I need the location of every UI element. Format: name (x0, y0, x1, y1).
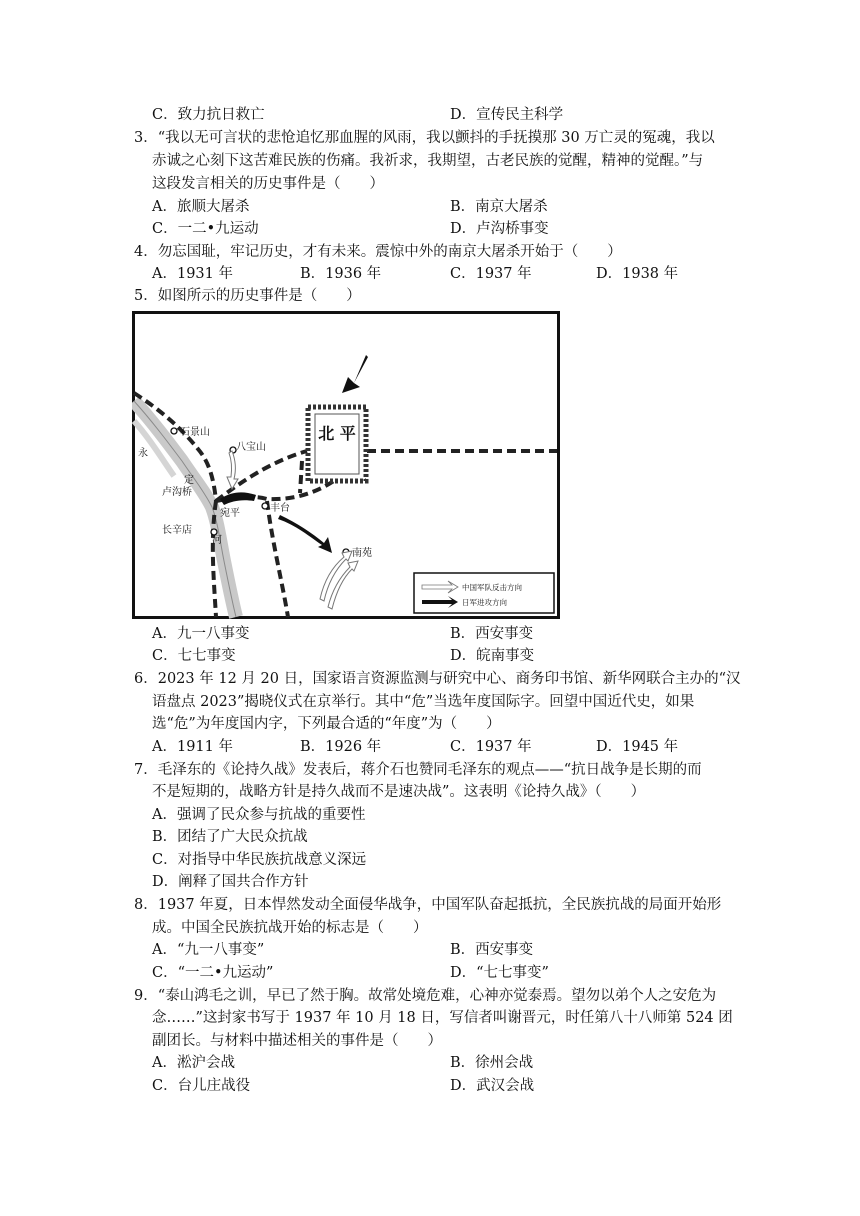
q8-stem-line1: 8．1937 年夏，日本悍然发动全面侵华战争，中国军队奋起抵抗，全民族抗战的局面开始形 (134, 897, 722, 913)
map-legend (414, 573, 554, 613)
q2-option-c[interactable]: C．致力抗日救亡 (152, 107, 265, 123)
map-label-wanping: 宛平 (220, 508, 240, 519)
q6-option-c[interactable]: C．1937 年 (450, 739, 532, 755)
q7-option-c[interactable]: C．对指导中华民族抗战意义深远 (152, 852, 367, 868)
q3-option-d[interactable]: D．卢沟桥事变 (450, 221, 549, 237)
q4-option-a[interactable]: A．1931 年 (152, 266, 233, 282)
q4-stem-line1: 4．勿忘国耻，牢记历史，才有未来。震惊中外的南京大屠杀开始于（ ） (134, 244, 622, 260)
map-label-babaoshan: 八宝山 (236, 442, 266, 453)
q4-option-c[interactable]: C．1937 年 (450, 266, 532, 282)
map-label-nanyuan: 南苑 (352, 548, 372, 559)
legend-china-label: 中国军队反击方向 (462, 583, 522, 592)
q6-stem-line2: 语盘点 2023”揭晓仪式在京举行。其中“危”当选年度国际字。回望中国近代史，如果 (152, 694, 695, 710)
q3-stem-line2: 赤诚之心刻下这苦难民族的伤痛。我祈求，我期望，古老民族的觉醒，精神的觉醒。”与 (152, 153, 704, 169)
q4-option-b[interactable]: B．1936 年 (300, 266, 382, 282)
q5-option-b[interactable]: B．西安事变 (450, 626, 534, 642)
q5-stem-line1: 5．如图所示的历史事件是（ ） (134, 288, 361, 304)
q3-stem-line1: 3．“我以无可言状的悲怆追忆那血腥的风雨，我以颤抖的手抚摸那 30 万亡灵的冤魂，我以 (134, 130, 715, 146)
map-label-river-yong: 永 (138, 448, 148, 459)
q9-option-a[interactable]: A．淞沪会战 (152, 1055, 235, 1071)
map-label-river-ding: 定 (184, 475, 194, 486)
q3-option-c[interactable]: C．一二•九运动 (152, 221, 259, 237)
q3-stem-line3: 这段发言相关的历史事件是（ ） (152, 176, 384, 192)
q8-option-d[interactable]: D．“七七事变” (450, 965, 549, 981)
q4-option-d[interactable]: D．1938 年 (596, 266, 679, 282)
q7-option-a[interactable]: A．强调了民众参与抗战的重要性 (152, 807, 366, 823)
q7-stem-line1: 7．毛泽东的《论持久战》发表后，蒋介石也赞同毛泽东的观点——“抗日战争是长期的而 (134, 762, 702, 778)
q8-option-b[interactable]: B．西安事变 (450, 942, 534, 958)
q9-option-d[interactable]: D．武汉会战 (450, 1078, 535, 1094)
q6-option-b[interactable]: B．1926 年 (300, 739, 382, 755)
q5-option-d[interactable]: D．皖南事变 (450, 648, 535, 664)
map-label-beiping: 北 平 (318, 424, 356, 443)
q6-option-d[interactable]: D．1945 年 (596, 739, 679, 755)
q6-option-a[interactable]: A．1911 年 (152, 739, 233, 755)
q6-stem-line1: 6．2023 年 12 月 20 日，国家语言资源监测与研究中心、商务印书馆、新华网联合主办的“汉 (134, 671, 741, 687)
q5-option-c[interactable]: C．七七事变 (152, 648, 236, 664)
map-label-fengtai: 丰台 (270, 503, 290, 514)
q7-option-d[interactable]: D．阐释了国共合作方针 (152, 874, 309, 890)
q9-stem-line3: 副团长。与材料中描述相关的事件是（ ） (152, 1033, 442, 1049)
map-label-river-he: 河 (212, 535, 222, 546)
q8-option-a[interactable]: A．“九一八事变” (152, 942, 265, 958)
map-label-lugouqiao: 卢沟桥 (162, 487, 192, 498)
q6-stem-line3: 选“危”为年度国内字，下列最合适的“年度”为（ ） (152, 716, 501, 732)
map-label-shijingshan: 石景山 (180, 427, 210, 438)
legend-japan-label: 日军进攻方向 (462, 598, 507, 607)
map-label-changxindian: 长辛店 (162, 525, 192, 536)
q8-option-c[interactable]: C．“一二•九运动” (152, 965, 274, 981)
q7-stem-line2: 不是短期的，战略方针是持久战而不是速决战”。这表明《论持久战》（ ） (152, 784, 646, 800)
lugouqiao-battle-map (132, 311, 560, 619)
q2-option-d[interactable]: D．宣传民主科学 (450, 107, 564, 123)
beiping-city-icon (308, 407, 366, 481)
q8-stem-line2: 成。中国全民族抗战开始的标志是（ ） (152, 920, 428, 936)
q5-option-a[interactable]: A．九一八事变 (152, 626, 250, 642)
q9-option-b[interactable]: B．徐州会战 (450, 1055, 534, 1071)
q9-stem-line2: 念……”这封家书写于 1937 年 10 月 18 日，写信者叫谢晋元，时任第八十八师第 524 团 (152, 1010, 733, 1026)
q3-option-b[interactable]: B．南京大屠杀 (450, 199, 548, 215)
q3-option-a[interactable]: A．旅顺大屠杀 (152, 199, 250, 215)
q9-option-c[interactable]: C．台儿庄战役 (152, 1078, 251, 1094)
q9-stem-line1: 9．“泰山鸿毛之训，早已了然于胸。故常处境危难，心神亦觉泰焉。望勿以弟个人之安危为 (134, 988, 717, 1004)
q7-option-b[interactable]: B．团结了广大民众抗战 (152, 829, 308, 845)
